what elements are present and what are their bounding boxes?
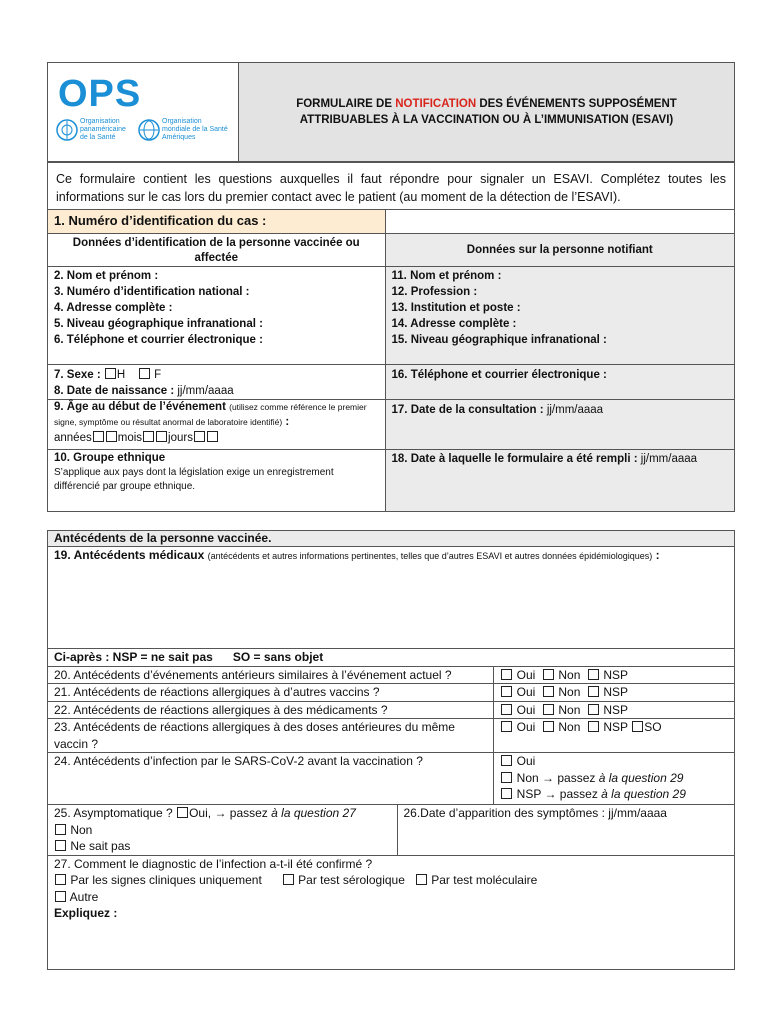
notifier-contact-field[interactable]: 16. Téléphone et courrier électronique : (385, 365, 734, 400)
q20-label: 20. Antécédents d’événements antérieurs similaires à l’événement actuel ? (48, 666, 494, 684)
who-emblem-icon (138, 119, 160, 141)
case-id-value[interactable] (385, 210, 734, 234)
logo-block (48, 63, 239, 161)
vaccinated-person-header: Données d’identification de la personne vaccinée ou affectée (48, 234, 386, 267)
age-at-onset-field[interactable]: 9. Âge au début de l’événement (utilisez comme référence le premier signe, symptôme ou résultat anormal de laboratoire identifié) : années mois jours (48, 400, 386, 450)
paho-emblem-icon (56, 119, 78, 141)
q20-options[interactable]: Oui Non NSP (494, 666, 735, 684)
q25-field[interactable]: 25. Asymptomatique ? Oui, → passez à la question 27 Non Ne sait pas (48, 805, 398, 856)
q22-label: 22. Antécédents de réactions allergiques à des médicaments ? (48, 701, 494, 719)
section-identification (47, 209, 735, 512)
q22-options[interactable]: Oui Non NSP (494, 701, 735, 719)
vaccinated-person-fields[interactable]: 2. Nom et prénom : 3. Numéro d’identification national : 4. Adresse complète : 5. Niveau géographique infranational : 6. Téléphone et courrier électronique : (48, 267, 386, 365)
q26-field[interactable]: 26.Date d’apparition des symptômes : jj/mm/aaaa (397, 805, 735, 856)
q21-options[interactable]: Oui Non NSP (494, 684, 735, 702)
ops-logo: OPS (58, 73, 142, 115)
sex-f-checkbox[interactable] (139, 368, 150, 379)
sex-dob-fields[interactable]: 7. Sexe : H F 8. Date de naissance : jj/mm/aaaa (48, 365, 386, 400)
history-title: Antécédents de la personne vaccinée. (48, 531, 735, 547)
notifier-fields[interactable]: 11. Nom et prénom : 12. Profession : 13. Institution et poste : 14. Adresse complète : 15. Niveau géographique infranational : (385, 267, 734, 365)
intro-text: Ce formulaire contient les questions auxquelles il faut répondre pour signaler un ESAVI. Complétez toutes les informations sur le cas lors du premier contact avec le patient (au moment de la détection de l’ESAVI). (47, 162, 735, 210)
who-org-name: Organisation mondiale de la Santé Amériques (162, 118, 228, 141)
form-date-field[interactable]: 18. Date à laquelle le formulaire a été rempli : jj/mm/aaaa (385, 450, 734, 512)
case-id-field[interactable]: 1. Numéro d’identification du cas : (48, 210, 386, 234)
section-history (47, 530, 735, 970)
legend: Ci-après : NSP = ne sait pas SO = sans objet (48, 649, 735, 667)
q21-label: 21. Antécédents de réactions allergiques à d’autres vaccins ? (48, 684, 494, 702)
q24-label: 24. Antécédents d’infection par le SARS-CoV-2 avant la vaccination ? (48, 753, 494, 805)
notifier-header: Données sur la personne notifiant (385, 234, 734, 267)
q23-options[interactable]: Oui Non NSP SO (494, 719, 735, 753)
medical-history-field[interactable]: 19. Antécédents médicaux (antécédents et autres informations pertinentes, telles que d’autres ESAVI et autres données épidémiologiques) : (48, 547, 735, 649)
q24-options[interactable]: Oui Non → passez à la question 29 NSP → passez à la question 29 (494, 753, 735, 805)
sex-h-checkbox[interactable] (105, 368, 116, 379)
consultation-date-field[interactable]: 17. Date de la consultation : jj/mm/aaaa (385, 400, 734, 450)
ethnic-group-field[interactable]: 10. Groupe ethnique S’applique aux pays dont la législation exige un enregistrement différencié par groupe ethnique. (48, 450, 386, 512)
form-title: FORMULAIRE DE NOTIFICATION DES ÉVÉNEMENTS SUPPOSÉMENT ATTRIBUABLES À LA VACCINATION OU À L’IMMUNISATION (ESAVI) (239, 63, 734, 161)
paho-org-name: Organisation panaméricaine de la Santé (80, 118, 126, 141)
form-header (47, 62, 735, 162)
q23-label: 23. Antécédents de réactions allergiques à des doses antérieures du même vaccin ? (48, 719, 494, 753)
q27-field[interactable]: 27. Comment le diagnostic de l’infection a-t-il été confirmé ? Par les signes cliniques uniquement Par test sérologique Par test moléculaire Autre Expliquez : (48, 855, 735, 969)
